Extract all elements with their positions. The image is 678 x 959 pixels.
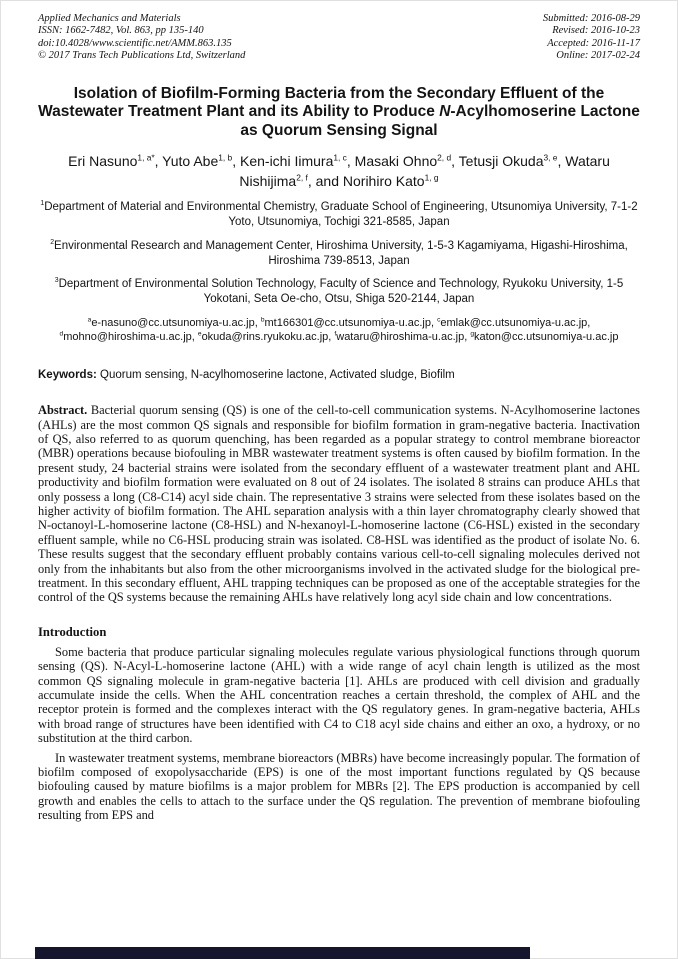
paragraph: In wastewater treatment systems, membrane bioreactors (MBRs) have become increasingly popular. The formation of biofilm composed of exopolysaccharide (EPS) is one of the most important functions regulated by QS because biofouling caused by mature biofilms is a major problem for MBRs [2]. The EPS production is accompanied by cell growth and enables the cells to attach to the surface under the QS regulation. The prevention of membrane biofouling resulting from EPS and [38, 750, 640, 823]
author-superscript: 3, e [543, 152, 558, 163]
email-address: katon@cc.utsunomiya-u.ac.jp [473, 331, 619, 344]
author: Wataru Nishijima$^{2, f}$ [239, 153, 610, 189]
abstract [38, 403, 640, 604]
journal-info-line: ISSN: 1662-7482, Vol. 863, pp 135-140 [38, 25, 204, 37]
affiliation: $^3$Department of Environmental Solution Technology, Faculty of Science and Technology, Ryukoku University, 1-5 Yokotani, Seta Oe-cho, Otsu, Shiga 520-2144, Japan [54, 277, 624, 305]
title-italic-segment: N [439, 103, 451, 121]
email-address: emlak@cc.utsunomiya-u.ac.jp, [440, 316, 591, 329]
author-superscript: 1, g [424, 172, 439, 183]
date-line: Online: 2017-02-24 [556, 50, 640, 62]
affiliation-superscript: 2 [50, 239, 55, 247]
author-superscript: 1, a* [137, 152, 155, 163]
author: Yuto Abe$^{1, b}$ [162, 152, 233, 170]
paragraph: Some bacteria that produce particular signaling molecules regulate various physiological functions through quorum sensing (QS). N-Acyl-L-homoserine lactone (AHL) with a wide range of acyl chain length is utilized as the most common QS signaling molecule in gram-negative bacteria [1]. AHLs are produced with cell division and gradually accumulate inside the cells. When the AHL concentration reaches a certain threshold, the complex of AHL and the receptor protein is formed and the complexes interact with the QS regulatory genes. In gram-negative bacteria, AHLs with broad range of structures have been identified with C4 to C18 acyl side chains and either an oxo, a hydroxy, or no substitution at the third carbon. [38, 644, 640, 746]
author: and Norihiro Kato$^{1, g}$ [315, 172, 439, 189]
paper-header [38, 13, 640, 63]
email-superscript: e [197, 330, 202, 338]
author-superscript: 1, b [218, 152, 233, 163]
keywords-line [38, 369, 640, 381]
email-address: e-nasuno@cc.utsunomiya-u.ac.jp, [91, 316, 261, 329]
affiliations [38, 200, 640, 306]
journal-info-line: © 2017 Trans Tech Publications Ltd, Switzerland [38, 50, 246, 62]
affiliation-superscript: 1 [40, 200, 45, 208]
emails-line [38, 316, 640, 345]
date-line: Submitted: 2016-08-29 [542, 13, 640, 24]
section-heading: Introduction [38, 624, 107, 639]
sections [38, 625, 640, 823]
keywords-label: Keywords: [38, 369, 97, 382]
author: Tetusji Okuda$^{3, e}$ [458, 152, 558, 170]
author: Eri Nasuno$^{1, a*}$ [68, 152, 155, 170]
title-segment: Isolation of Biofilm-Forming Bacteria from the Secondary Effluent of the Wastewater Treatment Plant and its Ability to Produce [38, 84, 605, 121]
email-superscript: a [87, 316, 92, 324]
affiliation-superscript: 3 [54, 277, 59, 285]
footer-bar [35, 947, 530, 959]
dates-info [543, 13, 640, 63]
email-superscript: c [437, 316, 441, 324]
paper-title [38, 85, 640, 142]
authors-line: Eri Nasuno$^{1, a*}$, Yuto Abe$^{1, b}$, Ken-ichi Iimura$^{1, c}$, Masaki Ohno$^{2, d}$, Tetusji Okuda$^{3, e}$, Wataru Nishijima$^{2, f}$, and Norihiro Kato$^{1, g}$ [68, 152, 610, 189]
email-superscript: g [470, 330, 474, 338]
email-superscript: b [260, 316, 265, 324]
title-segment: -Acylhomoserine Lactone as Quorum Sensing Signal [240, 103, 640, 140]
abstract-label: Abstract. [38, 403, 88, 418]
author-superscript: 2, f [296, 172, 308, 183]
author-superscript: 2, d [437, 152, 452, 163]
author: Masaki Ohno$^{2, d}$ [354, 152, 452, 170]
email-address: wataru@hiroshima-u.ac.jp, [336, 331, 471, 344]
affiliation: $^2$Environmental Research and Management Center, Hiroshima University, 1-5-3 Kagamiyama, Higashi-Hiroshima, Hiroshima 739-8513, Japan [50, 239, 628, 267]
journal-info [38, 13, 245, 63]
email-superscript: d [59, 330, 64, 338]
journal-info-line: Applied Mechanics and Materials [38, 13, 181, 24]
date-line: Revised: 2016-10-23 [552, 25, 640, 37]
journal-info-line: doi:10.4028/www.scientific.net/AMM.863.135 [38, 37, 232, 49]
date-line: Accepted: 2016-11-17 [547, 37, 640, 49]
affiliation: $^1$Department of Material and Environmental Chemistry, Graduate School of Engineering, Utsunomiya University, 7-1-2 Yoto, Utsunomiya, Tochigi 321-8585, Japan [40, 200, 638, 229]
abstract-text: Bacterial quorum sensing (QS) is one of the cell-to-cell communication systems. N-Acylhomoserine lactones (AHLs) are the most common QS signals and responsible for biofilm formation in gram-negative bacteria. Inactivation of QS, also referred to as quorum quenching, has been regarded as a popular strategy to control membrane bioreactor (MBR) operations because biofouling in MBR wastewater treatment systems is often caused by biofilm formation. In the present study, 24 bacterial strains were isolated from the secondary effluent of a wastewater treatment plant and AHL productivity and biofilm formation were evaluated on 8 out of 24 isolates. The isolated 8 strains can produce AHLs that only possess a long (C8-C14) acyl side chain. The representative 3 strains were selected from these isolates based on the higher activity of biofilm formation. The AHL separation analysis with a thin layer chromatography clearly showed that N-octanoyl-L-homoserine lactone (C8-HSL) and N-hexanoyl-L-homoserine lactone (C6-HSL) existed in the secondary effluent sample, while no C6-HSL producing strain was isolated. C8-HSL was identified as the product of isolate No. 6. These results suggest that the secondary effluent probably contains various cell-to-cell signaling molecules derived not only from the inhabitants but also from the other microorganisms involved in the activated sludge for the biological pre-treatment. In this secondary effluent, AHL trapping techniques can be proposed as one of the acceptable strategies for the control of the QS systems because the remaining AHLs have relatively long acyl side chain and low concentrations. [38, 403, 640, 605]
email-address: mohno@hiroshima-u.ac.jp, [63, 331, 198, 344]
email-superscript: f [334, 330, 337, 338]
email-address: mt166301@cc.utsunomiya-u.ac.jp, [264, 316, 438, 329]
email-address: okuda@rins.ryukoku.ac.jp, [201, 331, 335, 344]
author: Ken-ichi Iimura$^{1, c}$ [240, 152, 347, 170]
keywords-text: Quorum sensing, N-acylhomoserine lactone, Activated sludge, Biofilm [100, 369, 455, 382]
author-superscript: 1, c [333, 152, 347, 163]
